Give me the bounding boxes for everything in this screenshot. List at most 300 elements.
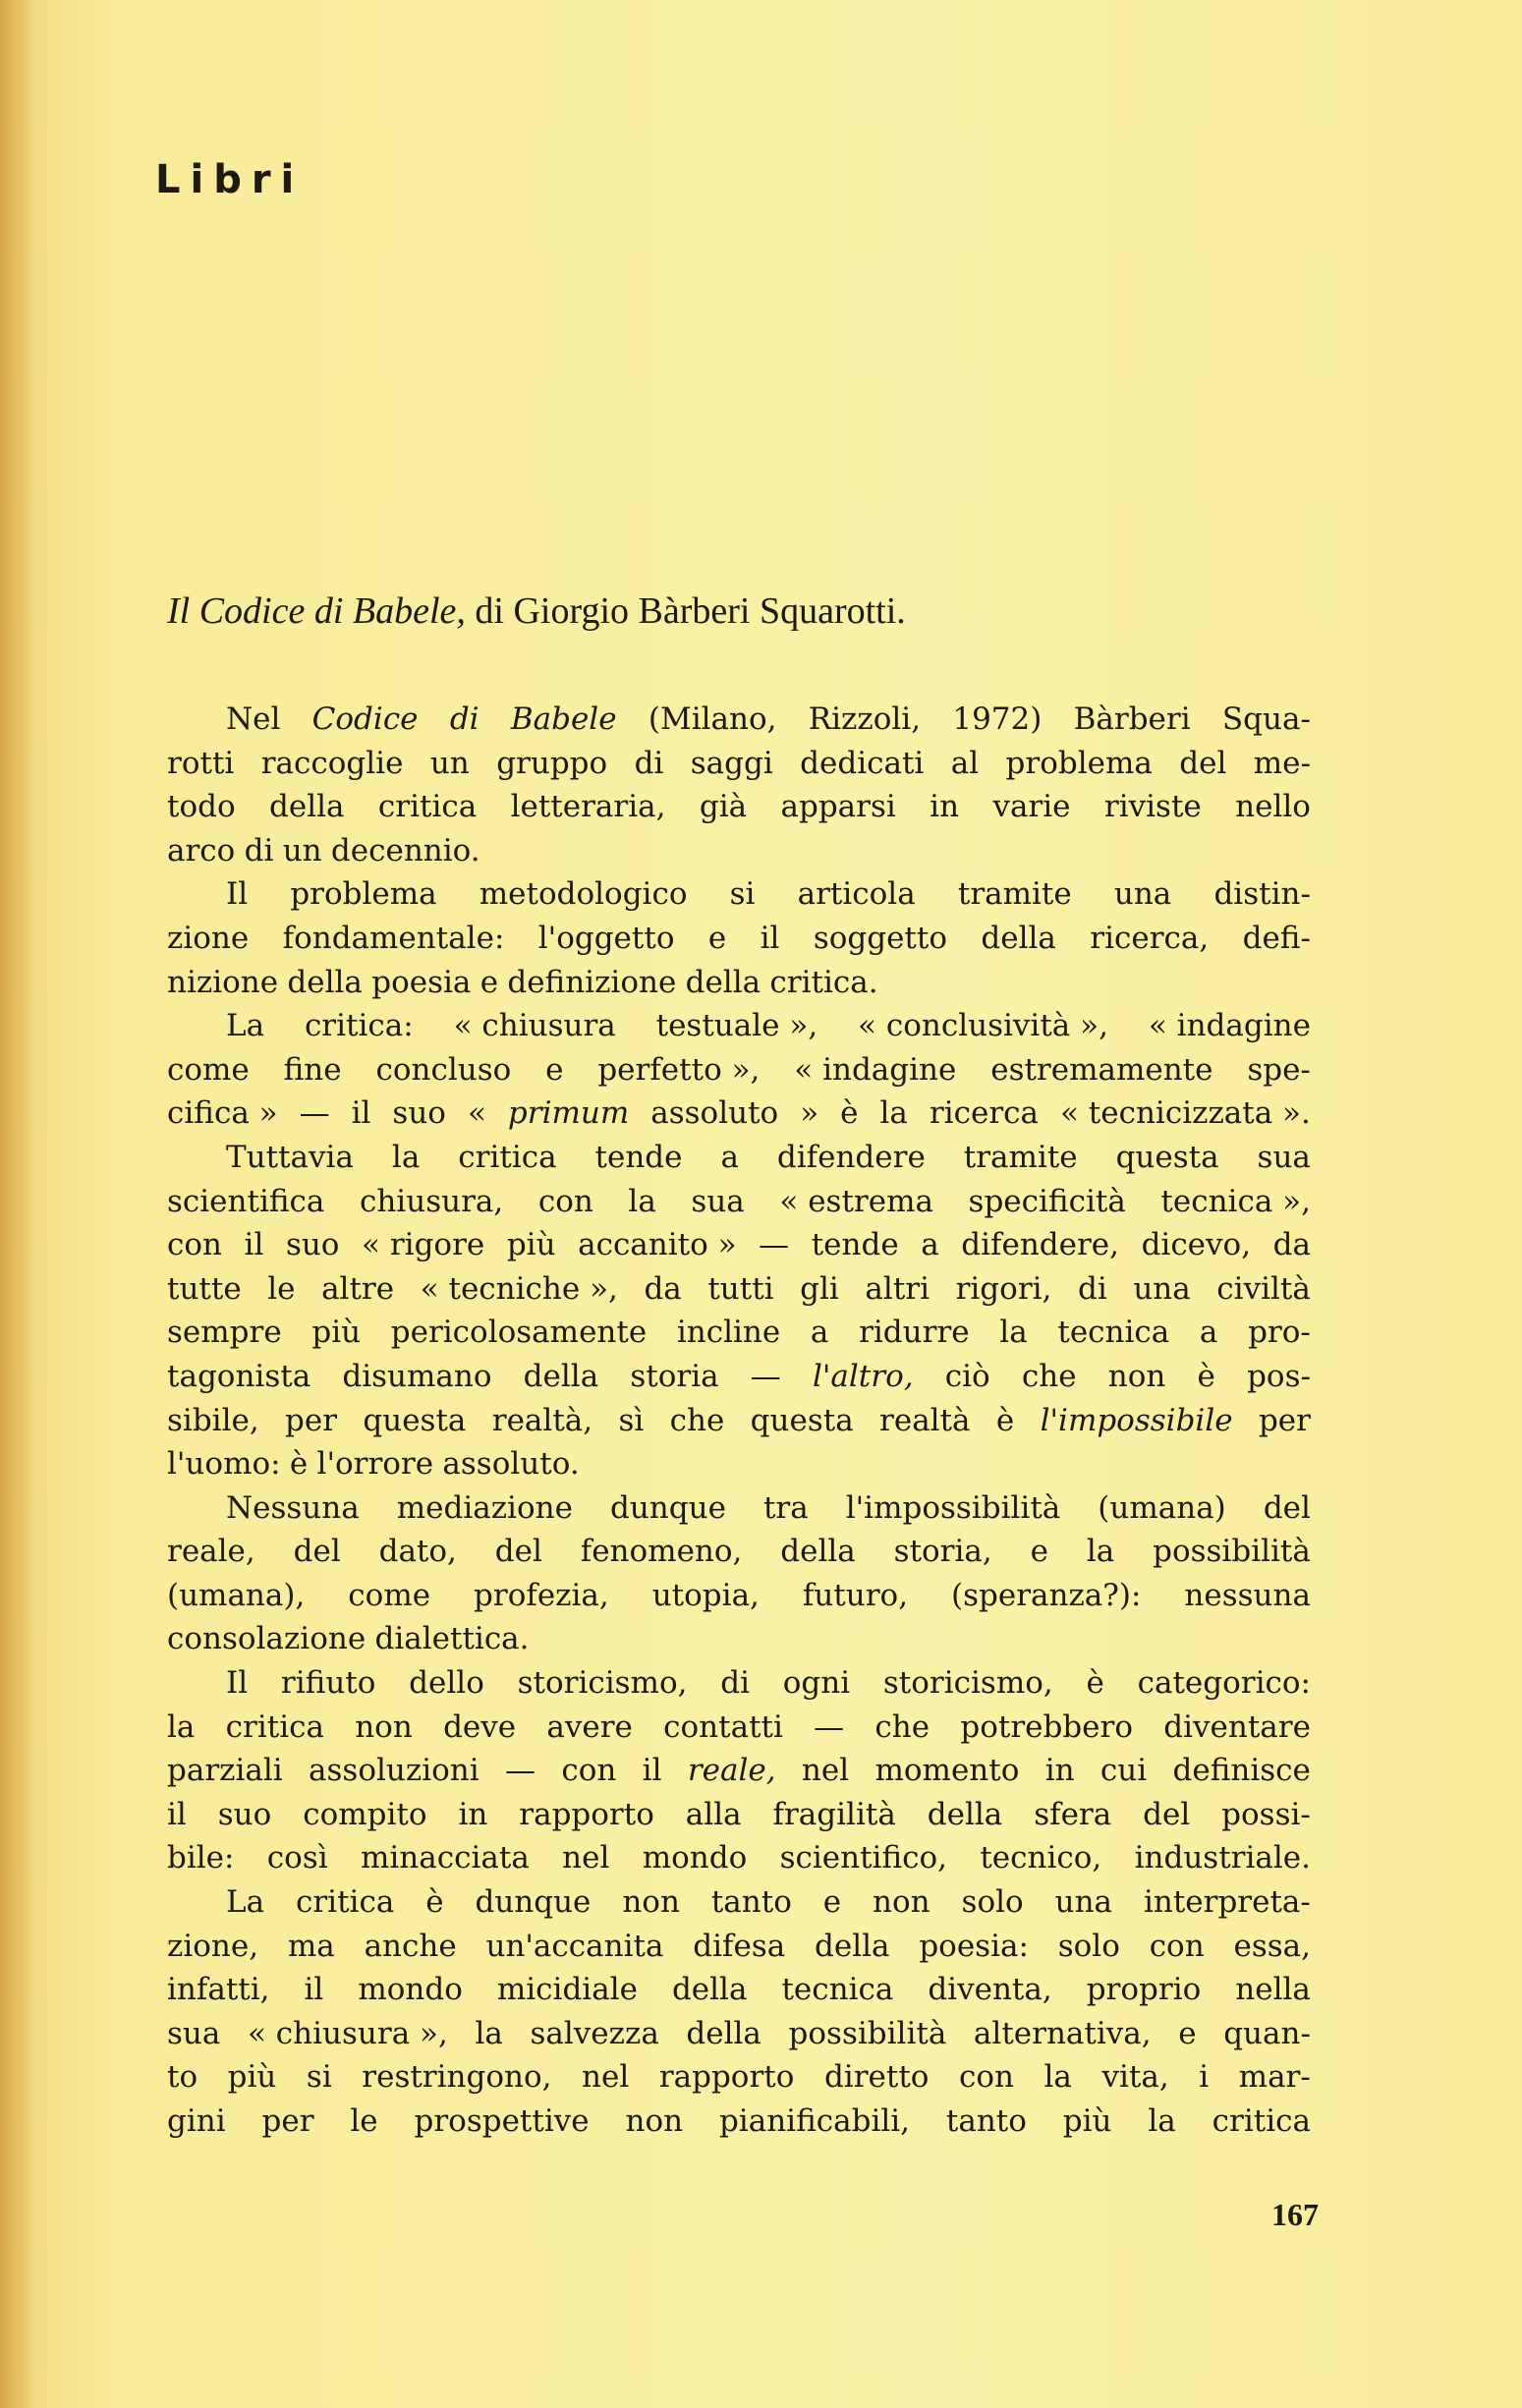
word: spe-: [1247, 1051, 1311, 1088]
word: specificità: [968, 1183, 1126, 1219]
text-line: [167, 1311, 1311, 1355]
word: dedicati: [800, 745, 925, 781]
word: il: [304, 1972, 324, 2008]
word: della: [780, 1534, 856, 1570]
word: tra: [762, 1489, 809, 1526]
word: reale,: [167, 1534, 255, 1570]
word: Tuttavia: [226, 1139, 354, 1175]
word: a: [810, 1315, 829, 1351]
word: di: [720, 1665, 750, 1702]
word: pos-: [1247, 1358, 1311, 1394]
word: da: [644, 1270, 682, 1307]
word: sì: [618, 1402, 645, 1438]
word: della: [523, 1358, 599, 1394]
word: storicismo,: [882, 1665, 1053, 1702]
word: « tecnicizzata ».: [1059, 1095, 1311, 1132]
text-line: [167, 2055, 1311, 2100]
word: e: [822, 1884, 842, 1921]
word: nel: [582, 2059, 630, 2096]
word: difendere,: [961, 1227, 1120, 1263]
text-line: [167, 917, 1311, 961]
word: a: [921, 1227, 939, 1263]
word: raccoglie: [260, 745, 404, 781]
word: critica: [1212, 2103, 1311, 2139]
word: fine: [283, 1051, 342, 1088]
word: storia,: [893, 1534, 992, 1570]
word: l'impossibile: [1040, 1402, 1233, 1438]
word: di: [449, 701, 479, 737]
word: possibilità: [1153, 1534, 1311, 1570]
word: pro-: [1248, 1315, 1311, 1351]
word: —: [750, 1358, 781, 1394]
word: sua: [691, 1183, 745, 1219]
word: deve: [443, 1708, 517, 1745]
word: critica: [377, 789, 478, 825]
word: dello: [409, 1665, 484, 1702]
text-line: [167, 1092, 1311, 1136]
word: avere: [546, 1708, 633, 1745]
word: sibile,: [167, 1402, 259, 1438]
word: mondo: [642, 1840, 748, 1876]
word: poesia:: [919, 1928, 1029, 1964]
word: (Milano,: [648, 701, 777, 737]
word: in: [458, 1796, 488, 1832]
word: della: [927, 1796, 1003, 1832]
word: problema: [1005, 745, 1153, 781]
word: con: [537, 1183, 593, 1219]
word: l'orrore: [316, 1446, 434, 1483]
review-title: [167, 589, 906, 633]
word: defi-: [1242, 920, 1311, 956]
word: un: [282, 832, 322, 868]
word: è: [1197, 1358, 1215, 1394]
word: fondamentale:: [282, 920, 505, 956]
text-line: [167, 1617, 1311, 1661]
word: la: [167, 1708, 196, 1745]
word: (speranza?):: [951, 1577, 1142, 1613]
word: futuro,: [802, 1577, 909, 1613]
word: pianificabili,: [718, 2103, 911, 2139]
word: di: [244, 832, 274, 868]
text-line: [167, 1004, 1311, 1048]
word: zione: [167, 920, 250, 956]
word: prospettive: [414, 2103, 590, 2139]
text-line: [167, 2100, 1311, 2144]
word: Nel: [226, 701, 281, 737]
word: nella: [1235, 1972, 1311, 2008]
word: saggi: [690, 745, 773, 781]
word: Codice: [311, 701, 419, 737]
word: utopia,: [651, 1577, 760, 1613]
word: della: [671, 1972, 748, 2008]
word: solo: [961, 1884, 1024, 1921]
word: suo: [392, 1095, 446, 1132]
word: dicevo,: [1141, 1227, 1252, 1263]
word: del: [1143, 1796, 1191, 1832]
word: che: [1021, 1358, 1077, 1394]
word: tramite: [963, 1139, 1078, 1175]
word: dunque: [609, 1489, 726, 1526]
word: Bàrberi: [1073, 701, 1191, 737]
word: ricerca,: [1090, 920, 1210, 956]
word: sempre: [167, 1315, 282, 1351]
word: cifica »: [167, 1095, 278, 1132]
word: del: [1179, 745, 1227, 781]
word: è: [425, 1884, 444, 1921]
word: Il: [226, 1665, 249, 1702]
text-line: [167, 1180, 1311, 1224]
word: e: [1178, 2015, 1197, 2051]
word: todo: [167, 789, 236, 825]
word: contatti: [663, 1708, 783, 1745]
word: al: [950, 745, 980, 781]
word: Babele: [510, 701, 617, 737]
word: è: [840, 1095, 859, 1132]
word: profezia,: [474, 1577, 609, 1613]
word: —: [814, 1708, 845, 1745]
word: bile:: [167, 1840, 235, 1876]
word: a: [1199, 1315, 1218, 1351]
word: è: [995, 1402, 1015, 1438]
word: questa: [363, 1402, 467, 1438]
text-line: [167, 698, 1311, 742]
word: critica: [295, 1884, 395, 1921]
word: La: [226, 1008, 265, 1044]
word: tagonista: [167, 1358, 311, 1394]
word: concluso: [375, 1051, 512, 1088]
word: della: [815, 1928, 890, 1964]
word: micidiale: [496, 1972, 638, 2008]
word: Squa-: [1221, 701, 1311, 737]
word: la: [999, 1315, 1028, 1351]
word: questa: [1115, 1139, 1219, 1175]
text-line: [167, 2012, 1311, 2056]
word: l'impossibilità: [845, 1489, 1061, 1526]
word: 1972): [952, 701, 1043, 737]
text-line: [167, 1048, 1311, 1092]
word: reale,: [687, 1753, 776, 1789]
word: varie: [992, 789, 1071, 825]
word: storia: [630, 1358, 719, 1394]
word: e: [545, 1051, 564, 1088]
word: mar-: [1238, 2059, 1311, 2096]
word: il: [642, 1753, 662, 1789]
word: la: [1043, 2059, 1072, 2096]
word: « chiusura »,: [247, 2015, 448, 2051]
text-line: [167, 1399, 1311, 1443]
word: ogni: [782, 1665, 851, 1702]
word: non: [622, 1884, 680, 1921]
word: assoluto.: [442, 1446, 580, 1483]
word: chiusura,: [359, 1183, 504, 1219]
word: come: [167, 1051, 250, 1088]
word: minacciata: [360, 1840, 530, 1876]
word: si: [729, 876, 756, 913]
word: l'oggetto: [537, 920, 675, 956]
word: cui: [1099, 1753, 1148, 1789]
text-line: [167, 1574, 1311, 1618]
word: suo: [217, 1796, 272, 1832]
word: un'accanita: [485, 1928, 664, 1964]
word: con: [167, 1227, 222, 1263]
word: (umana): [1098, 1489, 1226, 1526]
text-line: [167, 1793, 1311, 1837]
word: con: [1149, 1928, 1205, 1964]
word: (umana),: [167, 1577, 306, 1613]
word: metodologico: [479, 876, 688, 913]
word: della: [685, 964, 761, 1000]
word: con: [561, 1753, 617, 1789]
word: nel: [562, 1840, 610, 1876]
word: critica: [458, 1139, 557, 1175]
word: in: [1044, 1753, 1075, 1789]
word: per: [1258, 1402, 1311, 1438]
word: da: [1272, 1227, 1311, 1263]
word: rapporto: [519, 1796, 654, 1832]
word: nel: [801, 1753, 850, 1789]
text-line: [167, 1968, 1311, 2012]
word: rifiuto: [280, 1665, 376, 1702]
word: questa: [750, 1402, 854, 1438]
word: ciò: [944, 1358, 990, 1394]
word: tanto: [710, 1884, 792, 1921]
word: alla: [685, 1796, 742, 1832]
word: me-: [1253, 745, 1311, 781]
word: del: [494, 1534, 542, 1570]
word: più: [227, 2059, 277, 2096]
word: e: [479, 964, 499, 1000]
text-line: [167, 1661, 1311, 1706]
word: —: [759, 1227, 790, 1263]
word: nello: [1235, 789, 1311, 825]
word: è: [289, 1446, 309, 1483]
word: letteraria,: [510, 789, 666, 825]
word: «: [467, 1095, 486, 1132]
word: si: [306, 2059, 332, 2096]
word: sua: [1257, 1139, 1311, 1175]
word: la: [391, 1139, 421, 1175]
word: categorico:: [1137, 1665, 1311, 1702]
word: sua: [167, 2015, 221, 2051]
text-line: [167, 1486, 1311, 1531]
text-line: [167, 1136, 1311, 1180]
word: —: [505, 1753, 536, 1789]
word: disumano: [342, 1358, 492, 1394]
text-line: [167, 1880, 1311, 1925]
word: critica: [225, 1708, 324, 1745]
word: e: [707, 920, 727, 956]
word: apparsi: [780, 789, 896, 825]
word: un: [429, 745, 470, 781]
word: pericolosamente: [390, 1315, 648, 1351]
word: tecnico,: [980, 1840, 1102, 1876]
word: rapporto: [658, 2059, 795, 2096]
word: problema: [290, 876, 437, 913]
word: incline: [676, 1315, 781, 1351]
word: le: [267, 1270, 296, 1307]
word: il: [244, 1227, 264, 1263]
word: per: [285, 1402, 338, 1438]
word: una: [1133, 1270, 1191, 1307]
word: arco: [167, 832, 236, 868]
word: suo: [285, 1227, 340, 1263]
word: vita,: [1101, 2059, 1169, 2096]
word: soggetto: [813, 920, 947, 956]
word: altri: [865, 1270, 930, 1307]
word: la: [475, 2015, 503, 2051]
word: tecnica »,: [1160, 1183, 1311, 1219]
word: la: [879, 1095, 908, 1132]
word: che: [874, 1708, 930, 1745]
word: tutte: [167, 1270, 242, 1307]
word: momento: [874, 1753, 1020, 1789]
review-body: [167, 698, 1311, 2144]
word: non: [625, 2103, 684, 2139]
word: difendere: [776, 1139, 926, 1175]
word: sfera: [1034, 1796, 1112, 1832]
word: solo: [1057, 1928, 1120, 1964]
word: fenomeno,: [580, 1534, 743, 1570]
word: l'altro,: [812, 1358, 914, 1394]
word: « indagine: [1148, 1008, 1311, 1044]
word: to: [167, 2059, 198, 2096]
word: possi-: [1221, 1796, 1311, 1832]
word: tecnica: [781, 1972, 894, 2008]
word: è: [1086, 1665, 1104, 1702]
word: tanto: [945, 2103, 1027, 2139]
word: essa,: [1233, 1928, 1311, 1964]
word: le: [350, 2103, 378, 2139]
word: critica.: [769, 964, 878, 1000]
text-line: [167, 1530, 1311, 1574]
word: del: [293, 1534, 341, 1570]
word: primum: [507, 1095, 630, 1132]
text-line: [167, 1442, 1311, 1486]
word: definizione: [507, 964, 677, 1000]
word: « indagine: [794, 1051, 957, 1088]
word: zione,: [167, 1928, 259, 1964]
word: ridurre: [859, 1315, 970, 1351]
word: di: [634, 745, 664, 781]
word: i: [1199, 2059, 1210, 2096]
word: già: [699, 789, 748, 825]
word: della: [686, 2015, 761, 2051]
word: civiltà: [1216, 1270, 1311, 1307]
word: quan-: [1223, 2015, 1311, 2051]
word: la: [1086, 1534, 1115, 1570]
word: « rigore: [362, 1227, 485, 1263]
word: articola: [797, 876, 916, 913]
word: il: [351, 1095, 371, 1132]
word: riviste: [1103, 789, 1202, 825]
word: gruppo: [496, 745, 608, 781]
word: e: [1030, 1534, 1048, 1570]
word: distin-: [1213, 876, 1311, 913]
text-line: [167, 961, 1311, 1005]
word: anche: [364, 1928, 457, 1964]
word: poesia: [371, 964, 472, 1000]
word: una: [1054, 1884, 1113, 1921]
word: scientifico,: [779, 1840, 948, 1876]
word: diventare: [1163, 1708, 1311, 1745]
word: assoluto: [650, 1095, 779, 1132]
word: più: [1062, 2103, 1112, 2139]
word: realtà: [879, 1402, 971, 1438]
word: non: [1107, 1358, 1166, 1394]
word: realtà,: [491, 1402, 593, 1438]
word: diretto: [823, 2059, 930, 2096]
word: Rizzoli,: [808, 701, 922, 737]
word: scientifica: [167, 1183, 325, 1219]
word: « conclusività »,: [858, 1008, 1108, 1044]
word: tutti: [707, 1270, 774, 1307]
word: che: [669, 1402, 725, 1438]
word: rigori,: [955, 1270, 1052, 1307]
text-line: [167, 1836, 1311, 1880]
text-line: [167, 1355, 1311, 1399]
word: dato,: [378, 1534, 457, 1570]
text-line: [167, 1267, 1311, 1312]
word: possibilità: [788, 2015, 947, 2051]
word: proprio: [1086, 1972, 1202, 2008]
word: come: [348, 1577, 431, 1613]
text-line: [167, 829, 1311, 873]
book-title: Il Codice di Babele,: [167, 590, 466, 632]
word: a: [720, 1139, 739, 1175]
word: decennio.: [330, 832, 480, 868]
word: la: [1148, 2103, 1176, 2139]
page-spine-shadow: [0, 0, 33, 2408]
word: più: [311, 1315, 362, 1351]
word: mediazione: [396, 1489, 573, 1526]
word: infatti,: [167, 1972, 270, 2008]
word: difesa: [693, 1928, 786, 1964]
text-line: [167, 1706, 1311, 1750]
word: Nessuna: [226, 1489, 360, 1526]
word: il: [167, 1796, 187, 1832]
word: della: [981, 920, 1056, 956]
word: alternativa,: [973, 2015, 1152, 2051]
word: ricerca: [929, 1095, 1039, 1132]
word: il: [760, 920, 780, 956]
word: consolazione: [167, 1621, 366, 1657]
word: critica:: [304, 1008, 414, 1044]
word: l'uomo:: [167, 1446, 281, 1483]
word: così: [266, 1840, 328, 1876]
text-line: [167, 1925, 1311, 1969]
word: dialettica.: [374, 1621, 530, 1657]
word: perfetto »,: [597, 1051, 761, 1088]
text-line: [167, 1749, 1311, 1793]
page-number: 167: [1271, 2197, 1319, 2232]
word: salvezza: [530, 2015, 659, 2051]
word: accanito »: [578, 1227, 737, 1263]
word: una: [1113, 876, 1172, 913]
word: del: [1263, 1489, 1311, 1526]
word: « tecniche »,: [420, 1270, 618, 1307]
word: industriale.: [1134, 1840, 1311, 1876]
word: ma: [287, 1928, 335, 1964]
text-line: [167, 785, 1311, 829]
word: più: [506, 1227, 556, 1263]
word: parziali: [167, 1753, 283, 1789]
word: tramite: [957, 876, 1072, 913]
word: »: [800, 1095, 819, 1132]
word: mondo: [358, 1972, 463, 2008]
word: non: [873, 1884, 930, 1921]
word: gini: [167, 2103, 226, 2139]
word: assoluzioni: [309, 1753, 479, 1789]
